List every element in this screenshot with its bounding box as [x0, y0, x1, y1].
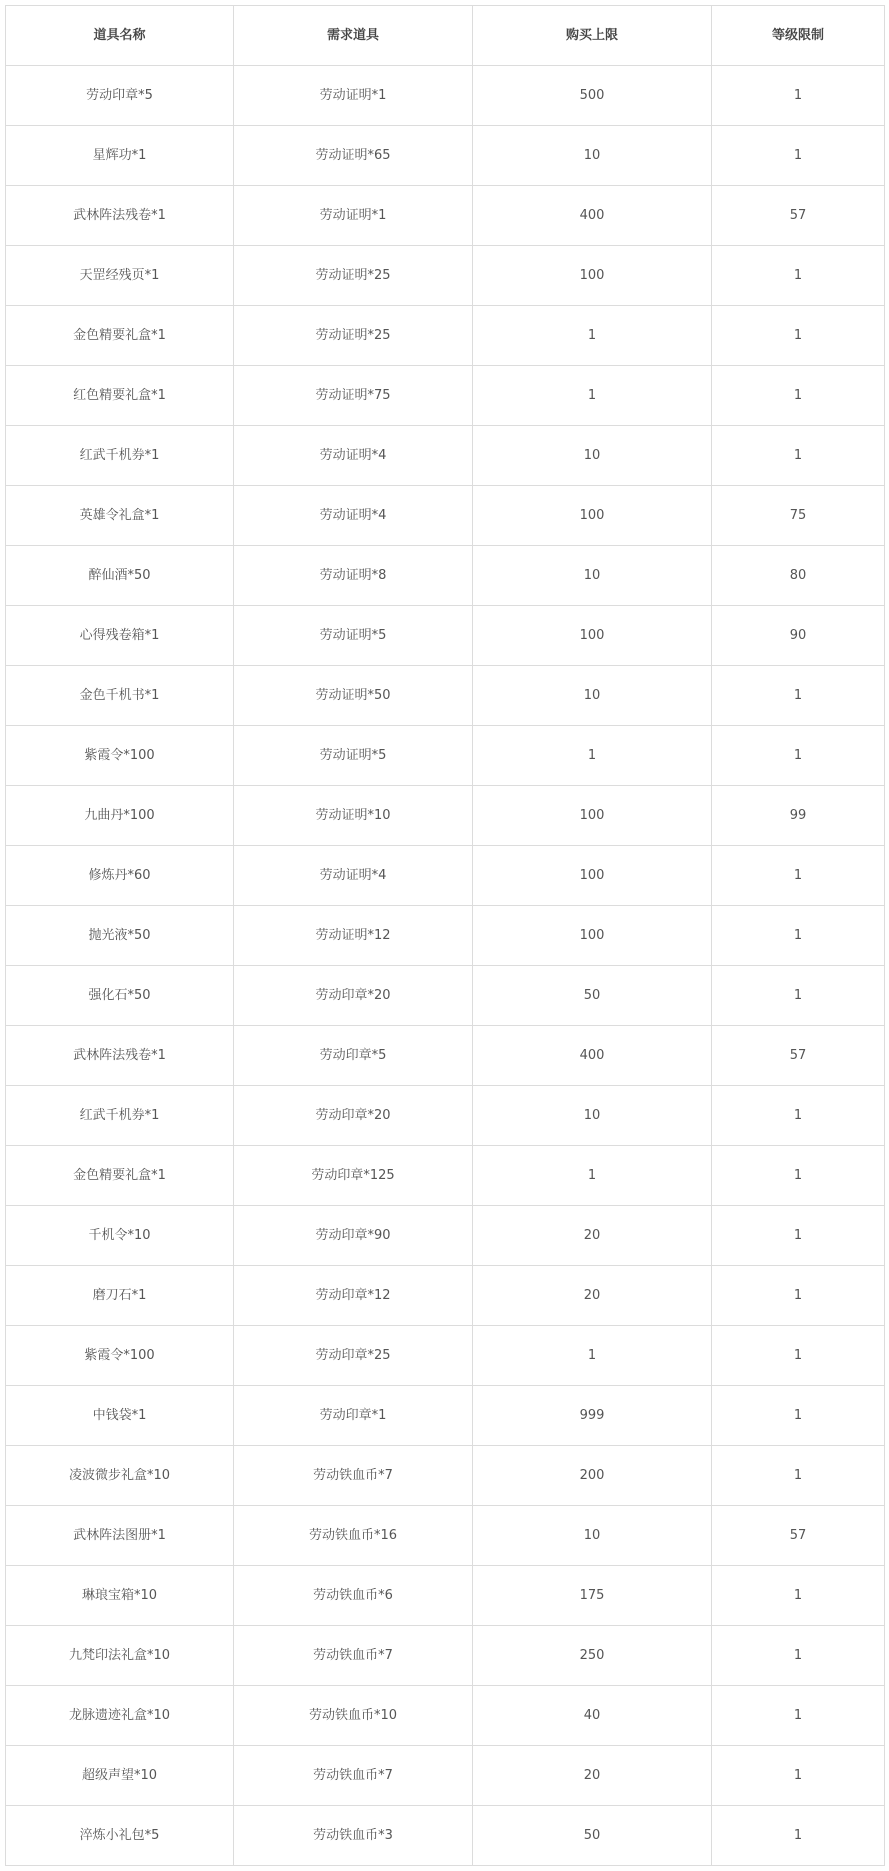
level-limit-cell: 57 — [712, 1506, 885, 1566]
shop-exchange-table — [5, 5, 885, 1866]
level-limit-cell: 1 — [712, 846, 885, 906]
purchase-limit-cell: 175 — [473, 1566, 712, 1626]
table-row — [6, 666, 885, 726]
table-row — [6, 1746, 885, 1806]
purchase-limit-cell: 40 — [473, 1686, 712, 1746]
table-row — [6, 966, 885, 1026]
item-name-cell: 千机令*10 — [6, 1206, 234, 1266]
purchase-limit-cell: 100 — [473, 606, 712, 666]
level-limit-cell: 1 — [712, 966, 885, 1026]
purchase-limit-cell: 100 — [473, 246, 712, 306]
table-row — [6, 546, 885, 606]
header-row — [6, 6, 885, 66]
table-row — [6, 66, 885, 126]
required-item-cell: 劳动证明*10 — [234, 786, 473, 846]
item-name-cell: 英雄令礼盒*1 — [6, 486, 234, 546]
purchase-limit-cell: 1 — [473, 306, 712, 366]
required-item-cell: 劳动证明*4 — [234, 846, 473, 906]
level-limit-cell: 1 — [712, 1566, 885, 1626]
required-item-cell: 劳动铁血币*16 — [234, 1506, 473, 1566]
level-limit-cell: 57 — [712, 186, 885, 246]
required-item-cell: 劳动证明*75 — [234, 366, 473, 426]
purchase-limit-cell: 10 — [473, 426, 712, 486]
required-item-cell: 劳动铁血币*7 — [234, 1626, 473, 1686]
purchase-limit-cell: 10 — [473, 666, 712, 726]
item-name-cell: 武林阵法残卷*1 — [6, 1026, 234, 1086]
required-item-cell: 劳动证明*5 — [234, 726, 473, 786]
level-limit-cell: 75 — [712, 486, 885, 546]
purchase-limit-cell: 10 — [473, 1506, 712, 1566]
header-level-limit: 等级限制 — [712, 6, 885, 66]
required-item-cell: 劳动印章*90 — [234, 1206, 473, 1266]
required-item-cell: 劳动铁血币*7 — [234, 1746, 473, 1806]
level-limit-cell: 1 — [712, 366, 885, 426]
purchase-limit-cell: 200 — [473, 1446, 712, 1506]
table-row — [6, 906, 885, 966]
item-name-cell: 武林阵法残卷*1 — [6, 186, 234, 246]
required-item-cell: 劳动印章*25 — [234, 1326, 473, 1386]
item-name-cell: 九梵印法礼盒*10 — [6, 1626, 234, 1686]
item-name-cell: 强化石*50 — [6, 966, 234, 1026]
purchase-limit-cell: 100 — [473, 486, 712, 546]
table-row — [6, 726, 885, 786]
table-row — [6, 1026, 885, 1086]
item-name-cell: 心得残卷箱*1 — [6, 606, 234, 666]
required-item-cell: 劳动证明*1 — [234, 66, 473, 126]
level-limit-cell: 1 — [712, 1086, 885, 1146]
table-row — [6, 1206, 885, 1266]
item-name-cell: 金色千机书*1 — [6, 666, 234, 726]
purchase-limit-cell: 20 — [473, 1206, 712, 1266]
item-name-cell: 醉仙酒*50 — [6, 546, 234, 606]
purchase-limit-cell: 1 — [473, 726, 712, 786]
purchase-limit-cell: 1 — [473, 366, 712, 426]
table-row — [6, 1566, 885, 1626]
purchase-limit-cell: 10 — [473, 546, 712, 606]
table-body — [6, 66, 885, 1866]
item-name-cell: 磨刀石*1 — [6, 1266, 234, 1326]
table-row — [6, 846, 885, 906]
item-name-cell: 天罡经残页*1 — [6, 246, 234, 306]
header-required-item: 需求道具 — [234, 6, 473, 66]
table-row — [6, 1086, 885, 1146]
item-name-cell: 金色精要礼盒*1 — [6, 1146, 234, 1206]
level-limit-cell: 1 — [712, 1206, 885, 1266]
purchase-limit-cell: 50 — [473, 966, 712, 1026]
table-row — [6, 1326, 885, 1386]
purchase-limit-cell: 1 — [473, 1326, 712, 1386]
item-name-cell: 武林阵法图册*1 — [6, 1506, 234, 1566]
table-row — [6, 1686, 885, 1746]
header-purchase-limit: 购买上限 — [473, 6, 712, 66]
level-limit-cell: 99 — [712, 786, 885, 846]
purchase-limit-cell: 400 — [473, 1026, 712, 1086]
item-name-cell: 超级声望*10 — [6, 1746, 234, 1806]
table-row — [6, 1266, 885, 1326]
table-row — [6, 186, 885, 246]
required-item-cell: 劳动印章*1 — [234, 1386, 473, 1446]
header-item-name: 道具名称 — [6, 6, 234, 66]
required-item-cell: 劳动印章*125 — [234, 1146, 473, 1206]
level-limit-cell: 1 — [712, 1446, 885, 1506]
required-item-cell: 劳动印章*5 — [234, 1026, 473, 1086]
required-item-cell: 劳动证明*50 — [234, 666, 473, 726]
purchase-limit-cell: 100 — [473, 786, 712, 846]
item-name-cell: 抛光液*50 — [6, 906, 234, 966]
table-row — [6, 486, 885, 546]
table-row — [6, 1626, 885, 1686]
purchase-limit-cell: 50 — [473, 1806, 712, 1866]
item-name-cell: 九曲丹*100 — [6, 786, 234, 846]
item-name-cell: 龙脉遗迹礼盒*10 — [6, 1686, 234, 1746]
table-row — [6, 126, 885, 186]
level-limit-cell: 1 — [712, 1626, 885, 1686]
table-row — [6, 306, 885, 366]
required-item-cell: 劳动证明*65 — [234, 126, 473, 186]
item-name-cell: 紫霞令*100 — [6, 1326, 234, 1386]
item-name-cell: 星辉功*1 — [6, 126, 234, 186]
required-item-cell: 劳动证明*4 — [234, 426, 473, 486]
required-item-cell: 劳动证明*5 — [234, 606, 473, 666]
purchase-limit-cell: 1 — [473, 1146, 712, 1206]
purchase-limit-cell: 20 — [473, 1746, 712, 1806]
level-limit-cell: 1 — [712, 906, 885, 966]
item-name-cell: 琳琅宝箱*10 — [6, 1566, 234, 1626]
level-limit-cell: 1 — [712, 1326, 885, 1386]
table-row — [6, 366, 885, 426]
level-limit-cell: 1 — [712, 1386, 885, 1446]
table-row — [6, 246, 885, 306]
level-limit-cell: 1 — [712, 1746, 885, 1806]
required-item-cell: 劳动铁血币*3 — [234, 1806, 473, 1866]
item-name-cell: 中钱袋*1 — [6, 1386, 234, 1446]
table-row — [6, 1506, 885, 1566]
item-name-cell: 凌波微步礼盒*10 — [6, 1446, 234, 1506]
level-limit-cell: 1 — [712, 126, 885, 186]
required-item-cell: 劳动印章*20 — [234, 966, 473, 1026]
purchase-limit-cell: 500 — [473, 66, 712, 126]
level-limit-cell: 1 — [712, 1146, 885, 1206]
purchase-limit-cell: 10 — [473, 126, 712, 186]
purchase-limit-cell: 400 — [473, 186, 712, 246]
level-limit-cell: 1 — [712, 306, 885, 366]
item-name-cell: 红武千机券*1 — [6, 426, 234, 486]
item-name-cell: 紫霞令*100 — [6, 726, 234, 786]
table-row — [6, 1146, 885, 1206]
purchase-limit-cell: 10 — [473, 1086, 712, 1146]
purchase-limit-cell: 100 — [473, 846, 712, 906]
level-limit-cell: 1 — [712, 246, 885, 306]
required-item-cell: 劳动印章*20 — [234, 1086, 473, 1146]
required-item-cell: 劳动证明*25 — [234, 306, 473, 366]
level-limit-cell: 1 — [712, 726, 885, 786]
level-limit-cell: 1 — [712, 1266, 885, 1326]
required-item-cell: 劳动证明*12 — [234, 906, 473, 966]
table-row — [6, 1446, 885, 1506]
required-item-cell: 劳动证明*8 — [234, 546, 473, 606]
table-header — [6, 6, 885, 66]
level-limit-cell: 1 — [712, 1686, 885, 1746]
table-row — [6, 1386, 885, 1446]
level-limit-cell: 1 — [712, 666, 885, 726]
item-name-cell: 修炼丹*60 — [6, 846, 234, 906]
purchase-limit-cell: 100 — [473, 906, 712, 966]
table-row — [6, 786, 885, 846]
level-limit-cell: 1 — [712, 426, 885, 486]
purchase-limit-cell: 999 — [473, 1386, 712, 1446]
shop-table-container — [5, 5, 884, 1866]
purchase-limit-cell: 20 — [473, 1266, 712, 1326]
required-item-cell: 劳动铁血币*6 — [234, 1566, 473, 1626]
level-limit-cell: 80 — [712, 546, 885, 606]
table-row — [6, 1806, 885, 1866]
purchase-limit-cell: 250 — [473, 1626, 712, 1686]
item-name-cell: 劳动印章*5 — [6, 66, 234, 126]
table-row — [6, 606, 885, 666]
item-name-cell: 金色精要礼盒*1 — [6, 306, 234, 366]
item-name-cell: 红色精要礼盒*1 — [6, 366, 234, 426]
item-name-cell: 淬炼小礼包*5 — [6, 1806, 234, 1866]
required-item-cell: 劳动铁血币*7 — [234, 1446, 473, 1506]
level-limit-cell: 90 — [712, 606, 885, 666]
required-item-cell: 劳动证明*25 — [234, 246, 473, 306]
level-limit-cell: 57 — [712, 1026, 885, 1086]
required-item-cell: 劳动证明*1 — [234, 186, 473, 246]
item-name-cell: 红武千机券*1 — [6, 1086, 234, 1146]
level-limit-cell: 1 — [712, 1806, 885, 1866]
required-item-cell: 劳动印章*12 — [234, 1266, 473, 1326]
level-limit-cell: 1 — [712, 66, 885, 126]
required-item-cell: 劳动铁血币*10 — [234, 1686, 473, 1746]
table-row — [6, 426, 885, 486]
required-item-cell: 劳动证明*4 — [234, 486, 473, 546]
